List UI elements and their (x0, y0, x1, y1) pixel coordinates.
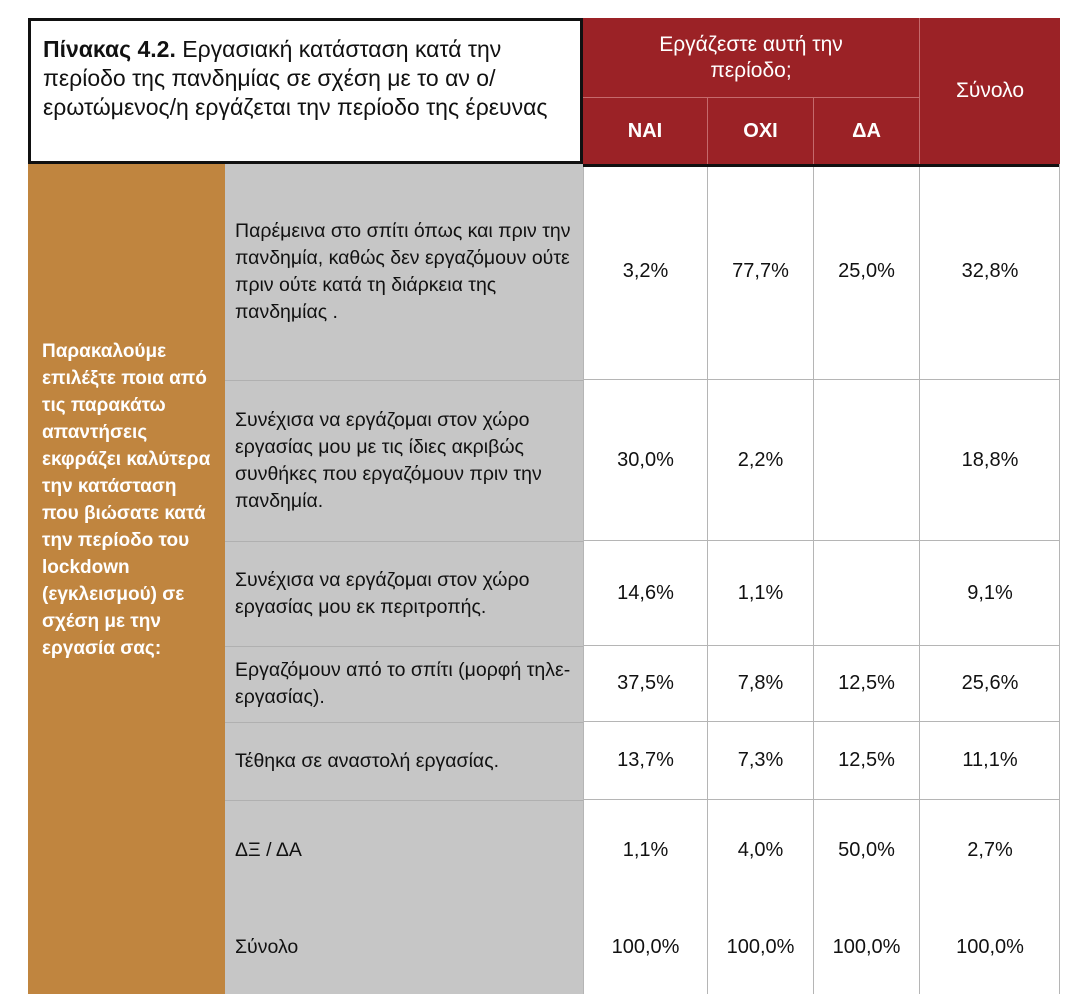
cell-nai: 1,1% (583, 800, 707, 900)
question-cell: Παρακαλούμε επιλέξτε ποια από τις παρακάτω απαντήσεις εκφράζει καλύτερα την κατάσταση που βιώσατε κατά την περίοδο του lockdown (εγκλεισμού) σε σχέση με την εργασία σας: (28, 164, 225, 994)
group-header: Εργάζεστε αυτή την περίοδο; (583, 18, 919, 98)
table-4-2 (28, 18, 1060, 994)
cell-total: 18,8% (919, 380, 1060, 541)
row-label: ΔΞ / ΔΑ (225, 800, 583, 900)
cell-da (813, 541, 919, 646)
row-label: Παρέμεινα στο σπίτι όπως και πριν την πανδημία, καθώς δεν εργαζόμουν ούτε πριν ούτε κατά τη διάρκεια της πανδημίας . (225, 164, 583, 380)
row-label: Τέθηκα σε αναστολή εργασίας. (225, 722, 583, 800)
col-header-oxi: ΟΧΙ (707, 98, 813, 164)
header-bottom-rule (583, 164, 1060, 167)
table-title (28, 18, 583, 164)
cell-nai: 14,6% (583, 541, 707, 646)
cell-total: 9,1% (919, 541, 1060, 646)
col-header-da: ΔΑ (813, 98, 919, 164)
cell-nai: 37,5% (583, 646, 707, 722)
cell-nai: 30,0% (583, 380, 707, 541)
cell-oxi: 4,0% (707, 800, 813, 900)
row-label: Συνέχισα να εργάζομαι στον χώρο εργασίας μου εκ περιτροπής. (225, 541, 583, 646)
col-header-total: Σύνολο (919, 18, 1060, 164)
label-divider (225, 646, 583, 647)
cell-nai: 13,7% (583, 722, 707, 800)
cell-da: 25,0% (813, 164, 919, 380)
label-divider (225, 722, 583, 723)
cell-oxi: 2,2% (707, 380, 813, 541)
label-divider (225, 541, 583, 542)
cell-total: 100,0% (919, 900, 1060, 994)
cell-total: 2,7% (919, 800, 1060, 900)
cell-total: 25,6% (919, 646, 1060, 722)
cell-oxi: 7,3% (707, 722, 813, 800)
label-divider (225, 380, 583, 381)
row-label-total: Σύνολο (225, 900, 583, 994)
cell-nai: 3,2% (583, 164, 707, 380)
row-label: Εργαζόμουν από το σπίτι (μορφή τηλε-εργασίας). (225, 646, 583, 722)
cell-oxi: 1,1% (707, 541, 813, 646)
cell-total: 11,1% (919, 722, 1060, 800)
table-title-text: Εργασιακή κατάσταση κατά την περίοδο της πανδημίας σε σχέση με το αν ο/ ερωτώμενος/η εργάζεται την περίοδο της έρευνας (43, 36, 548, 120)
cell-oxi: 77,7% (707, 164, 813, 380)
label-divider (225, 800, 583, 801)
cell-oxi: 7,8% (707, 646, 813, 722)
col-header-nai: ΝΑΙ (583, 98, 707, 164)
table-title-number: Πίνακας 4.2. (43, 36, 176, 62)
right-border (1059, 164, 1060, 994)
cell-da: 100,0% (813, 900, 919, 994)
cell-da: 50,0% (813, 800, 919, 900)
cell-nai: 100,0% (583, 900, 707, 994)
cell-total: 32,8% (919, 164, 1060, 380)
cell-da (813, 380, 919, 541)
row-label: Συνέχισα να εργάζομαι στον χώρο εργασίας μου με τις ίδιες ακριβώς συνθήκες που εργαζόμουν πριν την πανδημία. (225, 380, 583, 541)
cell-oxi: 100,0% (707, 900, 813, 994)
cell-da: 12,5% (813, 646, 919, 722)
cell-da: 12,5% (813, 722, 919, 800)
